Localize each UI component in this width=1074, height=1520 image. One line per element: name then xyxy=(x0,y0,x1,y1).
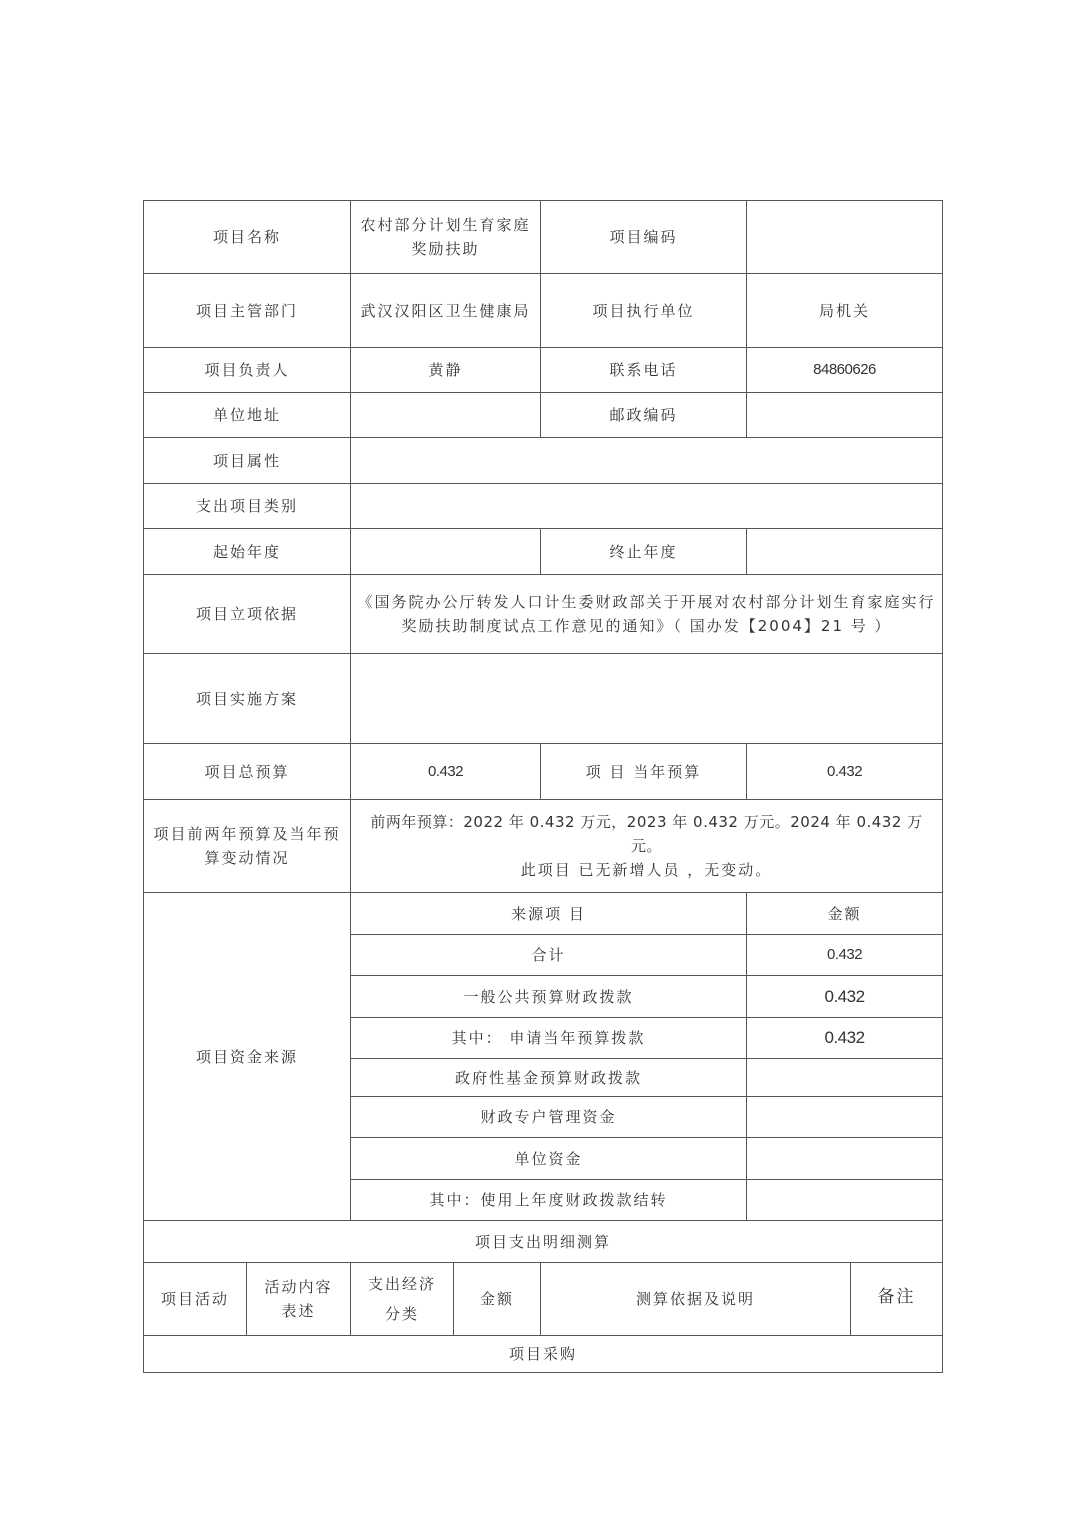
detail-col-econ-class: 支出经济分类 xyxy=(351,1263,454,1336)
funding-label: 项目资金来源 xyxy=(144,893,351,1221)
row-budget-change xyxy=(144,800,943,893)
exec-unit-value: 局机关 xyxy=(747,274,943,348)
end-year-value xyxy=(747,529,943,575)
detail-col-content: 活动内容表述 xyxy=(247,1263,351,1336)
funding-amount xyxy=(747,1059,943,1097)
phone-value: 84860626 xyxy=(747,348,943,393)
category-value xyxy=(351,484,943,529)
row-project-name xyxy=(144,201,943,274)
detail-title: 项目支出明细测算 xyxy=(144,1221,943,1263)
plan-value xyxy=(351,654,943,744)
funding-source: 其中：使用上年度财政拨款结转 xyxy=(351,1180,747,1221)
row-plan xyxy=(144,654,943,744)
address-value xyxy=(351,393,541,438)
project-budget-table xyxy=(143,200,943,1373)
funding-source: 合计 xyxy=(351,935,747,976)
funding-header-row xyxy=(144,893,943,935)
postcode-label: 邮政编码 xyxy=(541,393,747,438)
procurement-row xyxy=(144,1336,943,1373)
current-budget-value: 0.432 xyxy=(747,744,943,800)
budget-change-label: 项目前两年预算及当年预算变动情况 xyxy=(144,800,351,893)
row-dept xyxy=(144,274,943,348)
start-year-value xyxy=(351,529,541,575)
plan-label: 项目实施方案 xyxy=(144,654,351,744)
dept-label: 项目主管部门 xyxy=(144,274,351,348)
funding-source: 其中： 申请当年预算拨款 xyxy=(351,1018,747,1059)
budget-change-value xyxy=(351,800,943,893)
funding-source: 政府性基金预算财政拨款 xyxy=(351,1059,747,1097)
attribute-value xyxy=(351,438,943,484)
row-address xyxy=(144,393,943,438)
total-budget-label: 项目总预算 xyxy=(144,744,351,800)
funding-header-amount: 金额 xyxy=(747,893,943,935)
project-name-value: 农村部分计划生育家庭奖励扶助 xyxy=(351,201,541,274)
project-code-value xyxy=(747,201,943,274)
detail-col-basis: 测算依据及说明 xyxy=(541,1263,851,1336)
start-year-label: 起始年度 xyxy=(144,529,351,575)
basis-value: 《国务院办公厅转发人口计生委财政部关于开展对农村部分计划生育家庭实行奖励扶助制度试点工作意见的通知》（ 国办发【2004】21 号 ） xyxy=(351,575,943,654)
row-basis xyxy=(144,575,943,654)
total-budget-value: 0.432 xyxy=(351,744,541,800)
end-year-label: 终止年度 xyxy=(541,529,747,575)
budget-change-line2: 此项目 已无新增人员 ，无变动。 xyxy=(520,861,773,879)
row-years xyxy=(144,529,943,575)
row-category xyxy=(144,484,943,529)
category-label: 支出项目类别 xyxy=(144,484,351,529)
detail-col-amount: 金额 xyxy=(454,1263,541,1336)
funding-amount xyxy=(747,1180,943,1221)
phone-label: 联系电话 xyxy=(541,348,747,393)
owner-label: 项目负责人 xyxy=(144,348,351,393)
attribute-label: 项目属性 xyxy=(144,438,351,484)
dept-value: 武汉汉阳区卫生健康局 xyxy=(351,274,541,348)
funding-amount: 0.432 xyxy=(747,935,943,976)
funding-source: 一般公共预算财政拨款 xyxy=(351,976,747,1018)
funding-source: 单位资金 xyxy=(351,1138,747,1180)
detail-title-row xyxy=(144,1221,943,1263)
address-label: 单位地址 xyxy=(144,393,351,438)
funding-amount: 0.432 xyxy=(747,1018,943,1059)
detail-col-remark: 备注 xyxy=(851,1263,943,1336)
exec-unit-label: 项目执行单位 xyxy=(541,274,747,348)
funding-amount xyxy=(747,1138,943,1180)
current-budget-label: 项 目 当年预算 xyxy=(541,744,747,800)
row-attribute xyxy=(144,438,943,484)
row-owner xyxy=(144,348,943,393)
funding-source: 财政专户管理资金 xyxy=(351,1097,747,1138)
funding-header-source: 来源项 目 xyxy=(351,893,747,935)
project-name-label: 项目名称 xyxy=(144,201,351,274)
owner-value: 黄静 xyxy=(351,348,541,393)
row-budget xyxy=(144,744,943,800)
procurement-title: 项目采购 xyxy=(144,1336,943,1373)
funding-amount xyxy=(747,1097,943,1138)
basis-label: 项目立项依据 xyxy=(144,575,351,654)
postcode-value xyxy=(747,393,943,438)
funding-amount: 0.432 xyxy=(747,976,943,1018)
detail-header-row xyxy=(144,1263,943,1336)
budget-change-line1: 前两年预算：2022 年 0.432 万元，2023 年 0.432 万元。2024 年 0.432 万元。 xyxy=(370,813,923,855)
project-code-label: 项目编码 xyxy=(541,201,747,274)
detail-col-activity: 项目活动 xyxy=(144,1263,247,1336)
